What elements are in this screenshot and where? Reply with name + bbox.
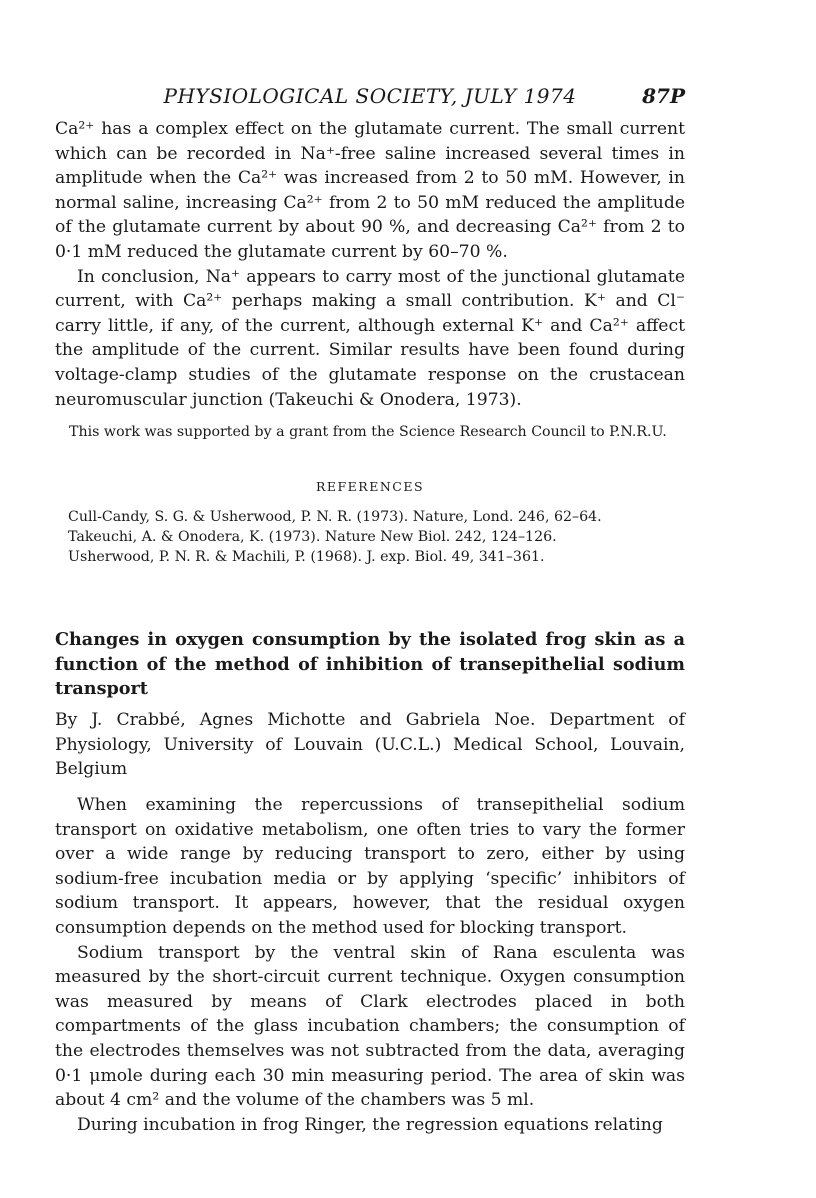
paragraph-conclusion: In conclusion, Na⁺ appears to carry most of the junctional glutamate current, with Ca²⁺ perhaps making a small contribution. K⁺ and Cl⁻ carry little, if any, of the current, although external K⁺ and Ca²⁺ affect the amplitude of the current. Similar results have been found during voltage-clamp studies of the glutamate response on the crustacean neuromuscular junction (Takeuchi & Onodera, 1973). <box>55 266 685 410</box>
page-number: 87P <box>642 84 685 108</box>
running-title: PHYSIOLOGICAL SOCIETY, JULY 1974 <box>163 84 577 108</box>
article-byline: By J. Crabbé, Agnes Michotte and Gabriela Noe. Department of Physiology, University of Louvain (U.C.L.) Medical School, Louvain, Belgium <box>55 710 685 780</box>
references-list <box>68 507 708 567</box>
top-body-text <box>55 117 685 412</box>
reference-item: Usherwood, P. N. R. & Machili, P. (1968). J. exp. Biol. 49, 341–361. <box>68 549 545 565</box>
paragraph-calcium-effect: Ca²⁺ has a complex effect on the glutamate current. The small current which can be recorded in Na⁺-free saline increased several times in amplitude when the Ca²⁺ was increased from 2 to 50 mM. However, in normal saline, increasing Ca²⁺ from 2 to 50 mM reduced the amplitude of the glutamate current by about 90 %, and decreasing Ca²⁺ from 2 to 0·1 mM reduced the glutamate current by 60–70 %. <box>55 119 685 262</box>
article-title: Changes in oxygen consumption by the isolated frog skin as a function of the method of inhibition of transepithelial sodium transport <box>55 629 685 699</box>
paragraph-introduction: When examining the repercussions of transepithelial sodium transport on oxidative metabolism, one often tries to vary the former over a wide range by reducing transport to zero, either by using sodium-free incubation media or by applying ‘specific’ inhibitors of sodium transport. It appears, however, that the residual oxygen consumption depends on the method used for blocking transport. <box>55 795 685 938</box>
reference-item: Takeuchi, A. & Onodera, K. (1973). Nature New Biol. 242, 124–126. <box>68 529 557 545</box>
references-heading: REFERENCES <box>315 479 425 494</box>
acknowledgement: This work was supported by a grant from the Science Research Council to P.N.R.U. <box>69 424 667 440</box>
reference-item: Cull-Candy, S. G. & Usherwood, P. N. R. (1973). Nature, Lond. 246, 62–64. <box>68 509 602 525</box>
paragraph-methods: Sodium transport by the ventral skin of Rana esculenta was measured by the short-circuit current technique. Oxygen consumption was measured by means of Clark electrodes placed in both compartments of the glass incubation chambers; the consumption of the electrodes themselves was not subtracted from the data, averaging 0·1 μmole during each 30 min measuring period. The area of skin was about 4 cm² and the volume of the chambers was 5 ml. <box>55 942 685 1111</box>
running-header <box>55 84 685 114</box>
article-body <box>55 793 685 1137</box>
paragraph-results-start: During incubation in frog Ringer, the regression equations relating <box>77 1114 663 1135</box>
